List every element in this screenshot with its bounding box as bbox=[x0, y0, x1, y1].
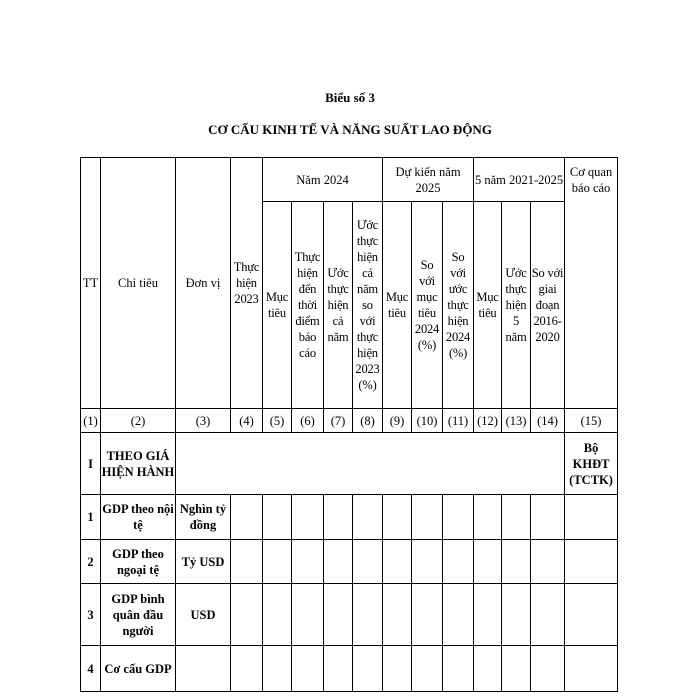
column-number: (14) bbox=[531, 409, 565, 433]
column-number: (12) bbox=[474, 409, 502, 433]
column-number: (15) bbox=[565, 409, 618, 433]
table-cell bbox=[531, 540, 565, 584]
header-muc-tieu-2025: Mục tiêu bbox=[383, 202, 412, 409]
table-cell bbox=[443, 540, 474, 584]
table-cell bbox=[263, 646, 292, 692]
header-co-quan: Cơ quan báo cáo bbox=[565, 158, 618, 409]
row-co-quan bbox=[565, 495, 618, 540]
row-co-quan bbox=[565, 584, 618, 646]
header-chi-tieu: Chỉ tiêu bbox=[101, 158, 176, 409]
table-cell bbox=[324, 646, 353, 692]
column-number: (4) bbox=[231, 409, 263, 433]
header-nam-2024: Năm 2024 bbox=[263, 158, 383, 202]
row-empty-span bbox=[176, 433, 565, 495]
table-cell bbox=[383, 495, 412, 540]
row-tt: 1 bbox=[81, 495, 101, 540]
table-cell bbox=[502, 540, 531, 584]
table-cell bbox=[353, 584, 383, 646]
column-number: (11) bbox=[443, 409, 474, 433]
table-cell bbox=[353, 540, 383, 584]
row-chi-tieu: GDP theo ngoại tệ bbox=[101, 540, 176, 584]
header-muc-tieu-giai-doan: Mục tiêu bbox=[474, 202, 502, 409]
table-cell bbox=[474, 495, 502, 540]
table-cell bbox=[324, 540, 353, 584]
table-row bbox=[81, 540, 618, 584]
table-cell bbox=[383, 540, 412, 584]
table-cell bbox=[412, 495, 443, 540]
row-co-quan bbox=[565, 540, 618, 584]
table-cell bbox=[292, 584, 324, 646]
column-number: (5) bbox=[263, 409, 292, 433]
table-cell bbox=[292, 646, 324, 692]
header-muc-tieu-2024: Mục tiêu bbox=[263, 202, 292, 409]
table-cell bbox=[263, 584, 292, 646]
column-number: (3) bbox=[176, 409, 231, 433]
table-cell bbox=[231, 584, 263, 646]
table-cell bbox=[531, 495, 565, 540]
table-cell bbox=[231, 646, 263, 692]
table-cell bbox=[353, 646, 383, 692]
table-cell bbox=[531, 584, 565, 646]
table-cell bbox=[383, 646, 412, 692]
table-cell bbox=[412, 584, 443, 646]
table-row bbox=[81, 495, 618, 540]
column-number: (10) bbox=[412, 409, 443, 433]
row-co-quan: Bộ KHĐT (TCTK) bbox=[565, 433, 618, 495]
row-don-vi: Tỷ USD bbox=[176, 540, 231, 584]
row-tt: 3 bbox=[81, 584, 101, 646]
header-so-voi-muc-tieu-2024: So với mục tiêu 2024 (%) bbox=[412, 202, 443, 409]
header-uoc-so-voi-2023: Ước thực hiện cả năm so với thực hiện 2023 (%) bbox=[353, 202, 383, 409]
table-cell bbox=[263, 540, 292, 584]
header-uoc-5-nam: Ước thực hiện 5 năm bbox=[502, 202, 531, 409]
header-thuc-hien-2023: Thực hiện 2023 bbox=[231, 158, 263, 409]
row-don-vi bbox=[176, 646, 231, 692]
table-cell bbox=[383, 584, 412, 646]
table-cell bbox=[502, 584, 531, 646]
table-cell bbox=[443, 584, 474, 646]
row-co-quan bbox=[565, 646, 618, 692]
table-row bbox=[81, 584, 618, 646]
column-number: (8) bbox=[353, 409, 383, 433]
table-cell bbox=[231, 540, 263, 584]
row-don-vi: USD bbox=[176, 584, 231, 646]
header-so-voi-giai-doan-truoc: So với giai đoạn 2016-2020 bbox=[531, 202, 565, 409]
table-row bbox=[81, 646, 618, 692]
table-cell bbox=[353, 495, 383, 540]
row-chi-tieu: THEO GIÁ HIỆN HÀNH bbox=[101, 433, 176, 495]
table-cell bbox=[412, 540, 443, 584]
table-row bbox=[81, 433, 618, 495]
table-cell bbox=[292, 495, 324, 540]
table-cell bbox=[324, 584, 353, 646]
table-cell bbox=[502, 646, 531, 692]
form-number: Biểu số 3 bbox=[325, 90, 375, 105]
column-number: (1) bbox=[81, 409, 101, 433]
column-number: (13) bbox=[502, 409, 531, 433]
table-cell bbox=[263, 495, 292, 540]
table-cell bbox=[474, 646, 502, 692]
document-title: CƠ CẤU KINH TẾ VÀ NĂNG SUẤT LAO ĐỘNG bbox=[208, 122, 492, 137]
header-tt: TT bbox=[81, 158, 101, 409]
header-giai-doan: 5 năm 2021-2025 bbox=[474, 158, 565, 202]
column-number: (9) bbox=[383, 409, 412, 433]
table-cell bbox=[231, 495, 263, 540]
header-don-vi: Đơn vị bbox=[176, 158, 231, 409]
row-tt: 2 bbox=[81, 540, 101, 584]
column-number: (2) bbox=[101, 409, 176, 433]
column-number: (6) bbox=[292, 409, 324, 433]
header-uoc-ca-nam: Ước thực hiện cả năm bbox=[324, 202, 353, 409]
table-cell bbox=[412, 646, 443, 692]
table-cell bbox=[474, 540, 502, 584]
report-table bbox=[80, 157, 618, 692]
table-cell bbox=[443, 495, 474, 540]
row-tt: 4 bbox=[81, 646, 101, 692]
table-cell bbox=[443, 646, 474, 692]
column-number: (7) bbox=[324, 409, 353, 433]
header-thuc-hien-thoi-diem: Thực hiện đến thời điểm báo cáo bbox=[292, 202, 324, 409]
row-don-vi: Nghìn tỷ đồng bbox=[176, 495, 231, 540]
row-chi-tieu: GDP bình quân đầu người bbox=[101, 584, 176, 646]
row-chi-tieu: GDP theo nội tệ bbox=[101, 495, 176, 540]
row-tt: I bbox=[81, 433, 101, 495]
header-so-voi-uoc-2024: So với ước thực hiện 2024 (%) bbox=[443, 202, 474, 409]
table-cell bbox=[324, 495, 353, 540]
row-chi-tieu: Cơ cấu GDP bbox=[101, 646, 176, 692]
table-cell bbox=[474, 584, 502, 646]
table-cell bbox=[531, 646, 565, 692]
table-cell bbox=[292, 540, 324, 584]
header-du-kien-2025: Dự kiến năm 2025 bbox=[383, 158, 474, 202]
table-cell bbox=[502, 495, 531, 540]
